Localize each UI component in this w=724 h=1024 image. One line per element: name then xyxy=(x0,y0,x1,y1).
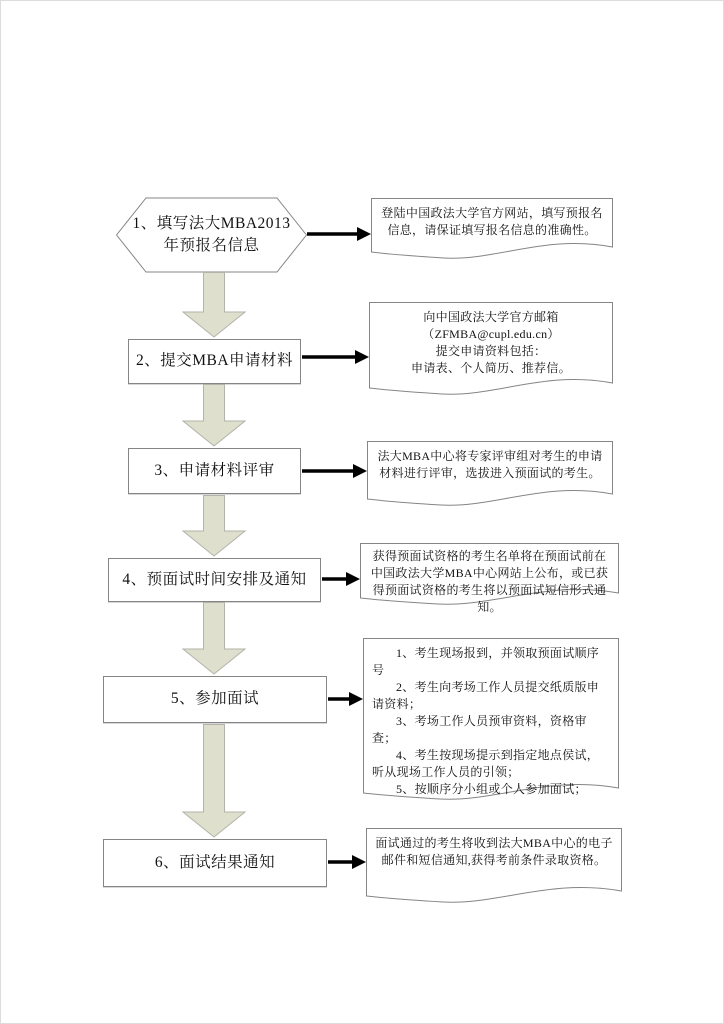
down-arrow-icon xyxy=(182,384,246,447)
flow-step-4-label: 4、预面试时间安排及通知 xyxy=(122,570,307,588)
annotation-note-5 xyxy=(363,638,619,803)
flow-step-6 xyxy=(103,839,327,887)
annotation-note-3-text: 法大MBA中心将专家评审组对考生的申请材料进行评审，选拔进入预面试的考生。 xyxy=(377,449,603,480)
down-arrow-icon xyxy=(182,495,246,557)
flow-step-2 xyxy=(128,339,301,384)
flow-step-5 xyxy=(103,676,327,723)
flow-step-5-label: 5、参加面试 xyxy=(170,690,260,708)
annotation-note-1 xyxy=(371,198,613,262)
note-2-line-1: 向中国政法大学官方邮箱 xyxy=(423,310,559,324)
down-arrow-icon xyxy=(182,724,246,838)
note-5-item-2: 2、考生向考场工作人员提交纸质版申请资料； xyxy=(372,680,600,711)
note-5-item-1: 1、考生现场报到，并领取预面试顺序号 xyxy=(372,646,600,677)
note-2-line-3: 提交申请资料包括： xyxy=(435,344,547,358)
flow-step-6-label: 6、面试结果通知 xyxy=(154,853,276,871)
note-2-line-2: （ZFMBA@cupl.edu.cn） xyxy=(422,327,560,341)
annotation-note-4 xyxy=(360,543,619,614)
annotation-note-1-text: 登陆中国政法大学官方网站，填写预报名信息，请保证填写报名信息的准确性。 xyxy=(381,206,603,237)
flow-step-2-label: 2、提交MBA申请材料 xyxy=(135,352,294,370)
connector-arrow-icon xyxy=(328,854,366,870)
annotation-note-6 xyxy=(366,828,622,906)
note-5-item-5: 5、按顺序分小组或个人参加面试； xyxy=(396,782,587,796)
note-2-line-4: 申请表、个人简历、推荐信。 xyxy=(411,361,571,375)
down-arrow-icon xyxy=(182,602,246,675)
flow-step-3-label: 3、申请材料评审 xyxy=(154,461,275,479)
annotation-note-3 xyxy=(367,441,613,509)
note-5-item-3: 3、考场工作人员预审资料，资格审查； xyxy=(372,714,587,745)
flow-step-3 xyxy=(128,448,301,494)
flow-step-4 xyxy=(108,558,321,602)
flow-step-1-label: 1、填写法大MBA2013年预报名信息 xyxy=(132,214,291,254)
connector-arrow-icon xyxy=(302,463,367,479)
connector-arrow-icon xyxy=(307,226,371,242)
annotation-note-2 xyxy=(369,302,613,398)
flow-step-1 xyxy=(116,197,307,273)
annotation-note-5-text xyxy=(363,638,619,798)
connector-arrow-icon xyxy=(328,691,363,707)
note-5-item-4: 4、考生按现场提示到指定地点侯试，听从现场工作人员的引领； xyxy=(372,748,600,779)
annotation-note-2-text xyxy=(369,302,613,377)
annotation-note-6-text: 面试通过的考生将收到法大MBA中心的电子邮件和短信通知,获得考前条件录取资格。 xyxy=(375,836,613,867)
down-arrow-icon xyxy=(182,272,246,338)
connector-arrow-icon xyxy=(302,349,369,365)
annotation-note-4-text: 获得预面试资格的考生名单将在预面试前在中国政法大学MBA中心网站上公布，或已获得预面试资格的考生将以预面试短信形式通知。 xyxy=(370,549,609,614)
connector-arrow-icon xyxy=(322,571,360,587)
